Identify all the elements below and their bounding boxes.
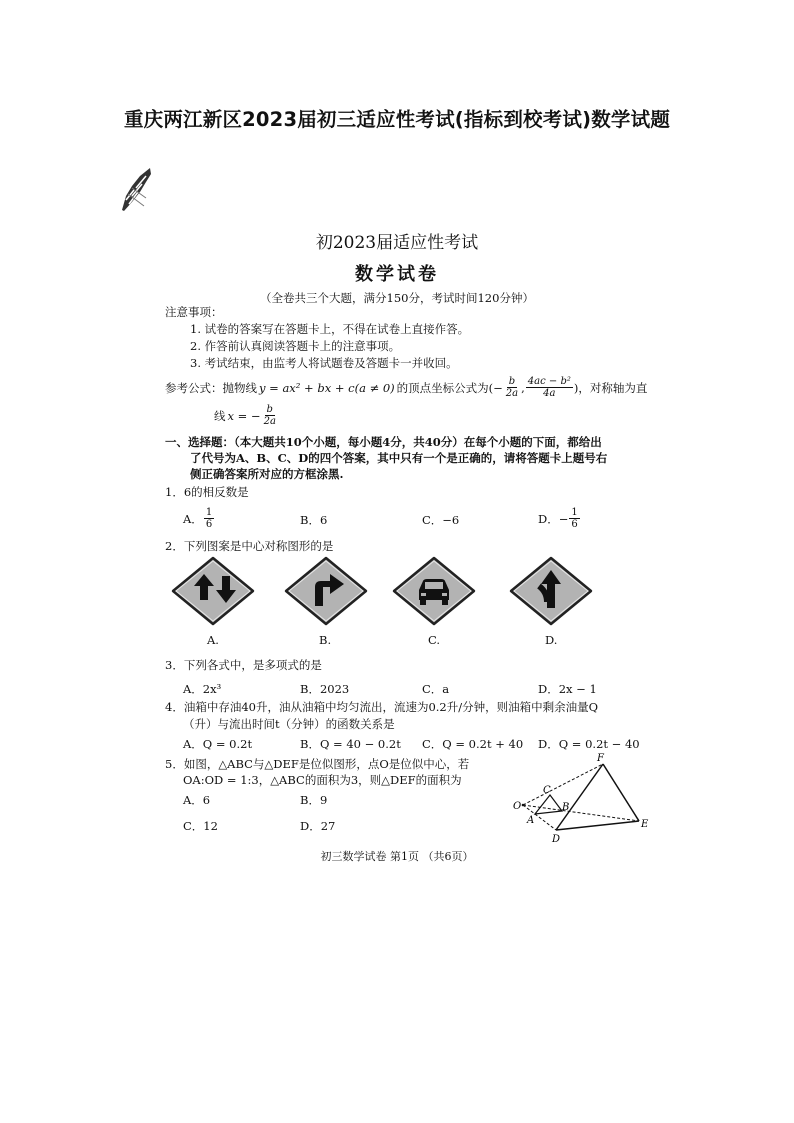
option-fraction: [204, 507, 214, 530]
formula-close: ): [573, 380, 579, 395]
q1-stem: 1．6的相反数是: [165, 485, 249, 499]
exam-info: （全卷共三个大题，满分150分，考试时间120分钟）: [260, 291, 534, 305]
q4-stem-line: （升）与流出时间t（分钟）的函数关系是: [183, 717, 395, 731]
fraction-denominator: 6: [571, 519, 578, 530]
point-label-a: A: [527, 815, 535, 826]
vertex-x-fraction: [504, 376, 520, 399]
q1-option-c: C．−6: [422, 513, 460, 527]
fraction-numerator: b: [508, 376, 516, 387]
q5-option-a: A．6: [183, 793, 211, 807]
q4-option-b: B．Q = 40 − 0.2t: [300, 737, 401, 751]
fraction-denominator: 2a: [263, 416, 276, 427]
formula-equation: y = ax² + bx + c(a ≠ 0): [259, 380, 395, 395]
turn-right-arrow-icon: [284, 556, 368, 626]
point-label-d: D: [552, 834, 561, 845]
q4-stem-line: 4．油箱中存油40升，油从油箱中均匀流出，流速为0.2升/分钟，则油箱中剩余油量Q: [165, 700, 599, 714]
q2-label-b: B.: [319, 633, 332, 647]
axis-fraction: [262, 404, 278, 427]
axis-prefix: 线: [214, 408, 226, 423]
fraction-numerator: 1: [205, 507, 213, 518]
q1-option-d: [538, 507, 581, 530]
section1-line: 了代号为A、B、C、D的四个答案，其中只有一个是正确的，请将答题卡上题号右: [190, 451, 608, 465]
fraction-denominator: 4a: [543, 388, 556, 399]
q5-option-d: D．27: [300, 819, 336, 833]
q2-label-d: D.: [545, 633, 558, 647]
note-item: 3. 考试结束，由监考人将试题卷及答题卡一并收回。: [190, 356, 458, 370]
formula-open: (−: [488, 380, 503, 395]
axis-equation: x = −: [227, 408, 261, 423]
q3-option-b: B．2023: [300, 682, 350, 696]
q3-stem: 3．下列各式中，是多项式的是: [165, 658, 322, 672]
fraction-denominator: 6: [205, 519, 213, 530]
q1-option-a: [183, 507, 215, 530]
similar-triangles-figure: [505, 752, 655, 848]
point-label-c: C: [543, 785, 551, 796]
point-label-e: E: [641, 819, 649, 830]
fraction-numerator: 4ac − b²: [527, 376, 571, 387]
q2-label-c: C.: [428, 633, 441, 647]
car-icon: [392, 556, 476, 626]
exam-name: 初2023届适应性考试: [315, 233, 479, 253]
q2-stem: 2．下列图案是中心对称图形的是: [165, 539, 334, 553]
point-label-o: O: [513, 801, 522, 812]
paper-name: 数学试卷: [355, 264, 439, 285]
reference-formula: [165, 376, 647, 399]
formula-prefix: 参考公式：抛物线: [165, 380, 257, 395]
notes-heading: 注意事项：: [165, 305, 223, 319]
q4-option-a: A．Q = 0.2t: [183, 737, 253, 751]
section1-line: 一、选择题：（本大题共10个小题，每小题4分，共40分）在每个小题的下面，都给出: [165, 435, 602, 449]
q3-option-a: A．2x³: [183, 682, 222, 696]
option-label: A．: [183, 511, 203, 526]
option-label: D．−: [538, 511, 569, 526]
note-item: 1. 试卷的答案写在答题卡上，不得在试卷上直接作答。: [190, 322, 470, 336]
vertex-y-fraction: [526, 376, 573, 399]
q5-stem-line: OA:OD = 1:3，△ABC的面积为3，则△DEF的面积为: [183, 773, 462, 787]
point-label-b: B: [562, 802, 570, 813]
q4-option-c: C．Q = 0.2t + 40: [422, 737, 524, 751]
page-footer: 初三数学试卷 第1页 （共6页）: [320, 850, 474, 863]
q1-option-b: B．6: [300, 513, 328, 527]
fraction-denominator: 2a: [505, 388, 519, 399]
q5-option-c: C．12: [183, 819, 218, 833]
formula-suffix: ，对称轴为直: [578, 380, 648, 395]
merge-arrow-icon: [509, 556, 593, 626]
q5-option-b: B．9: [300, 793, 328, 807]
axis-formula: [214, 404, 279, 427]
corner-seal-graphic: [120, 166, 154, 216]
q4-option-d: D．Q = 0.2t − 40: [538, 737, 640, 751]
note-item: 2. 作答前认真阅读答题卡上的注意事项。: [190, 339, 401, 353]
q3-option-d: D．2x − 1: [538, 682, 597, 696]
fraction-numerator: b: [266, 404, 273, 415]
option-fraction: [569, 507, 579, 530]
q5-stem-line: 5．如图，△ABC与△DEF是位似图形，点O是位似中心，若: [165, 757, 470, 771]
q3-option-c: C．a: [422, 682, 450, 696]
q2-label-a: A.: [207, 633, 219, 647]
section1-line: 侧正确答案所对应的方框涂黑.: [190, 467, 344, 481]
point-label-f: F: [597, 753, 604, 764]
document-title: 重庆两江新区2023届初三适应性考试(指标到校考试)数学试题: [123, 108, 671, 131]
formula-comma: ,: [521, 380, 525, 395]
fraction-numerator: 1: [571, 507, 578, 518]
two-way-arrows-icon: [171, 556, 255, 626]
formula-middle: 的顶点坐标公式为: [396, 380, 489, 395]
